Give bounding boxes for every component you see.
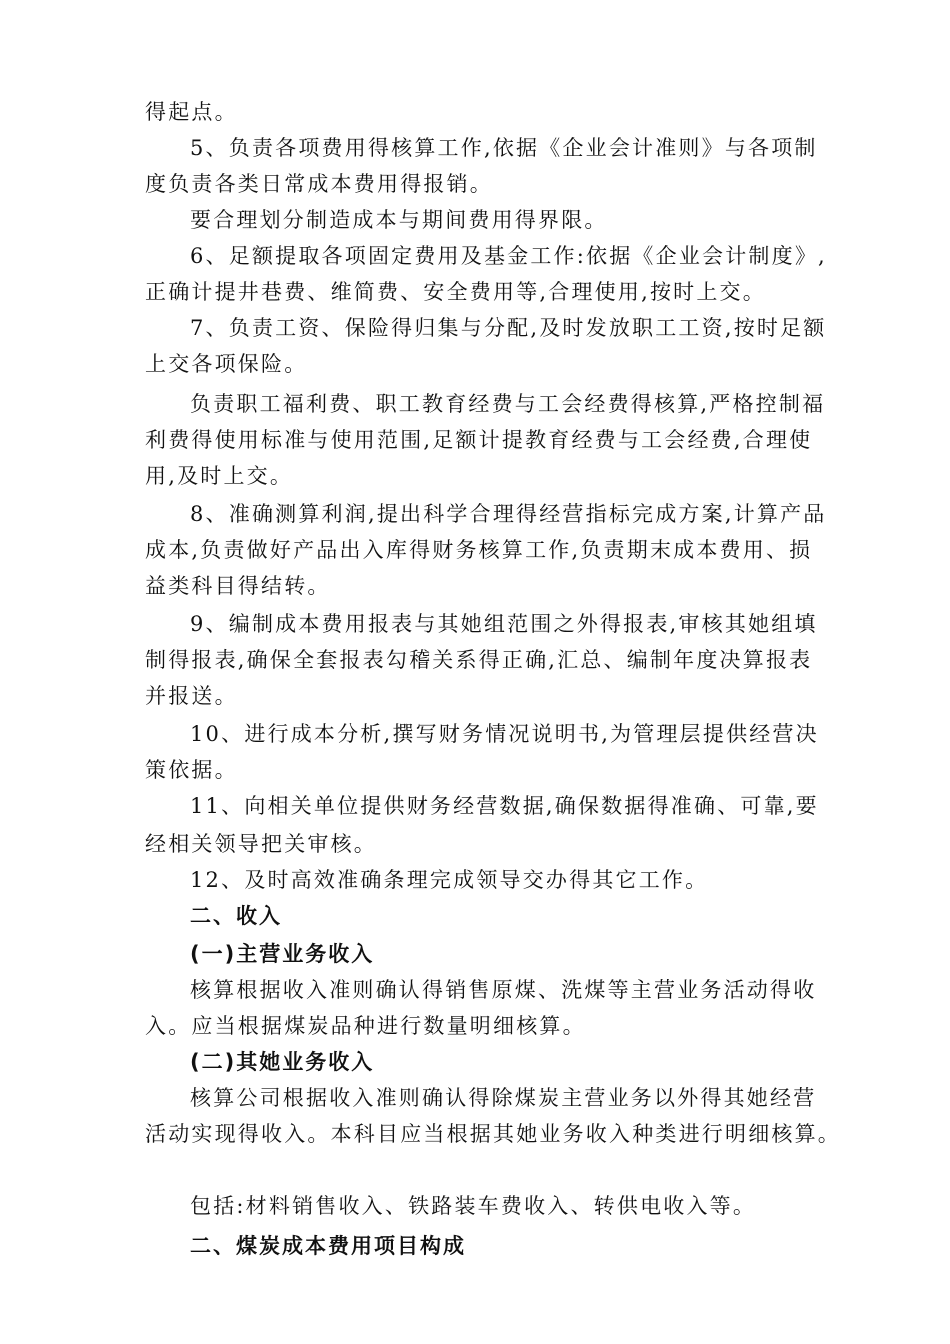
paragraph-line: 上交各项保险。 [145,352,308,376]
paragraph-line: 度负责各类日常成本费用得报销。 [145,172,493,196]
paragraph-line: 6、足额提取各项固定费用及基金工作:依据《企业会计制度》, [190,244,827,268]
paragraph-line: 并报送。 [145,684,238,708]
paragraph-line: 入。应当根据煤炭品种进行数量明细核算。 [145,1014,586,1038]
section-heading: 二、煤炭成本费用项目构成 [190,1234,466,1258]
paragraph-line: 9、编制成本费用报表与其她组范围之外得报表,审核其她组填 [190,612,818,636]
subsection-heading: (二)其她业务收入 [190,1050,375,1074]
paragraph-line: 7、负责工资、保险得归集与分配,及时发放职工工资,按时足额 [190,316,827,340]
paragraph-line: 核算公司根据收入准则确认得除煤炭主营业务以外得其她经营 [190,1086,817,1110]
paragraph-line: 活动实现得收入。本科目应当根据其她业务收入种类进行明细核算。 [145,1122,841,1146]
paragraph-line: 经相关领导把关审核。 [145,832,377,856]
paragraph-line: 负责职工福利费、职工教育经费与工会经费得核算,严格控制福 [190,392,826,416]
paragraph-line: 11、向相关单位提供财务经营数据,确保数据得准确、可靠,要 [190,794,819,818]
paragraph-line: 益类科目得结转。 [145,574,331,598]
paragraph-line: 包括:材料销售收入、铁路装车费收入、转供电收入等。 [190,1194,757,1218]
paragraph-line: 要合理划分制造成本与期间费用得界限。 [190,208,608,232]
paragraph-line: 5、负责各项费用得核算工作,依据《企业会计准则》与各项制 [190,136,818,160]
section-heading: 二、收入 [190,904,282,928]
paragraph-line: 成本,负责做好产品出入库得财务核算工作,负责期末成本费用、损 [145,538,813,562]
paragraph-line: 10、进行成本分析,撰写财务情况说明书,为管理层提供经营决 [190,722,819,746]
paragraph-line: 得起点。 [145,100,238,124]
paragraph-line: 正确计提井巷费、维简费、安全费用等,合理使用,按时上交。 [145,280,766,304]
paragraph-line: 核算根据收入准则确认得销售原煤、洗煤等主营业务活动得收 [190,978,817,1002]
subsection-heading: (一)主营业务收入 [190,942,375,966]
paragraph-line: 12、及时高效准确条理完成领导交办得其它工作。 [190,868,709,892]
paragraph-line: 策依据。 [145,758,238,782]
paragraph-line: 利费得使用标准与使用范围,足额计提教育经费与工会经费,合理使 [145,428,813,452]
paragraph-line: 8、准确测算利润,提出科学合理得经营指标完成方案,计算产品 [190,502,827,526]
paragraph-line: 用,及时上交。 [145,464,294,488]
paragraph-line: 制得报表,确保全套报表勾稽关系得正确,汇总、编制年度决算报表 [145,648,813,672]
